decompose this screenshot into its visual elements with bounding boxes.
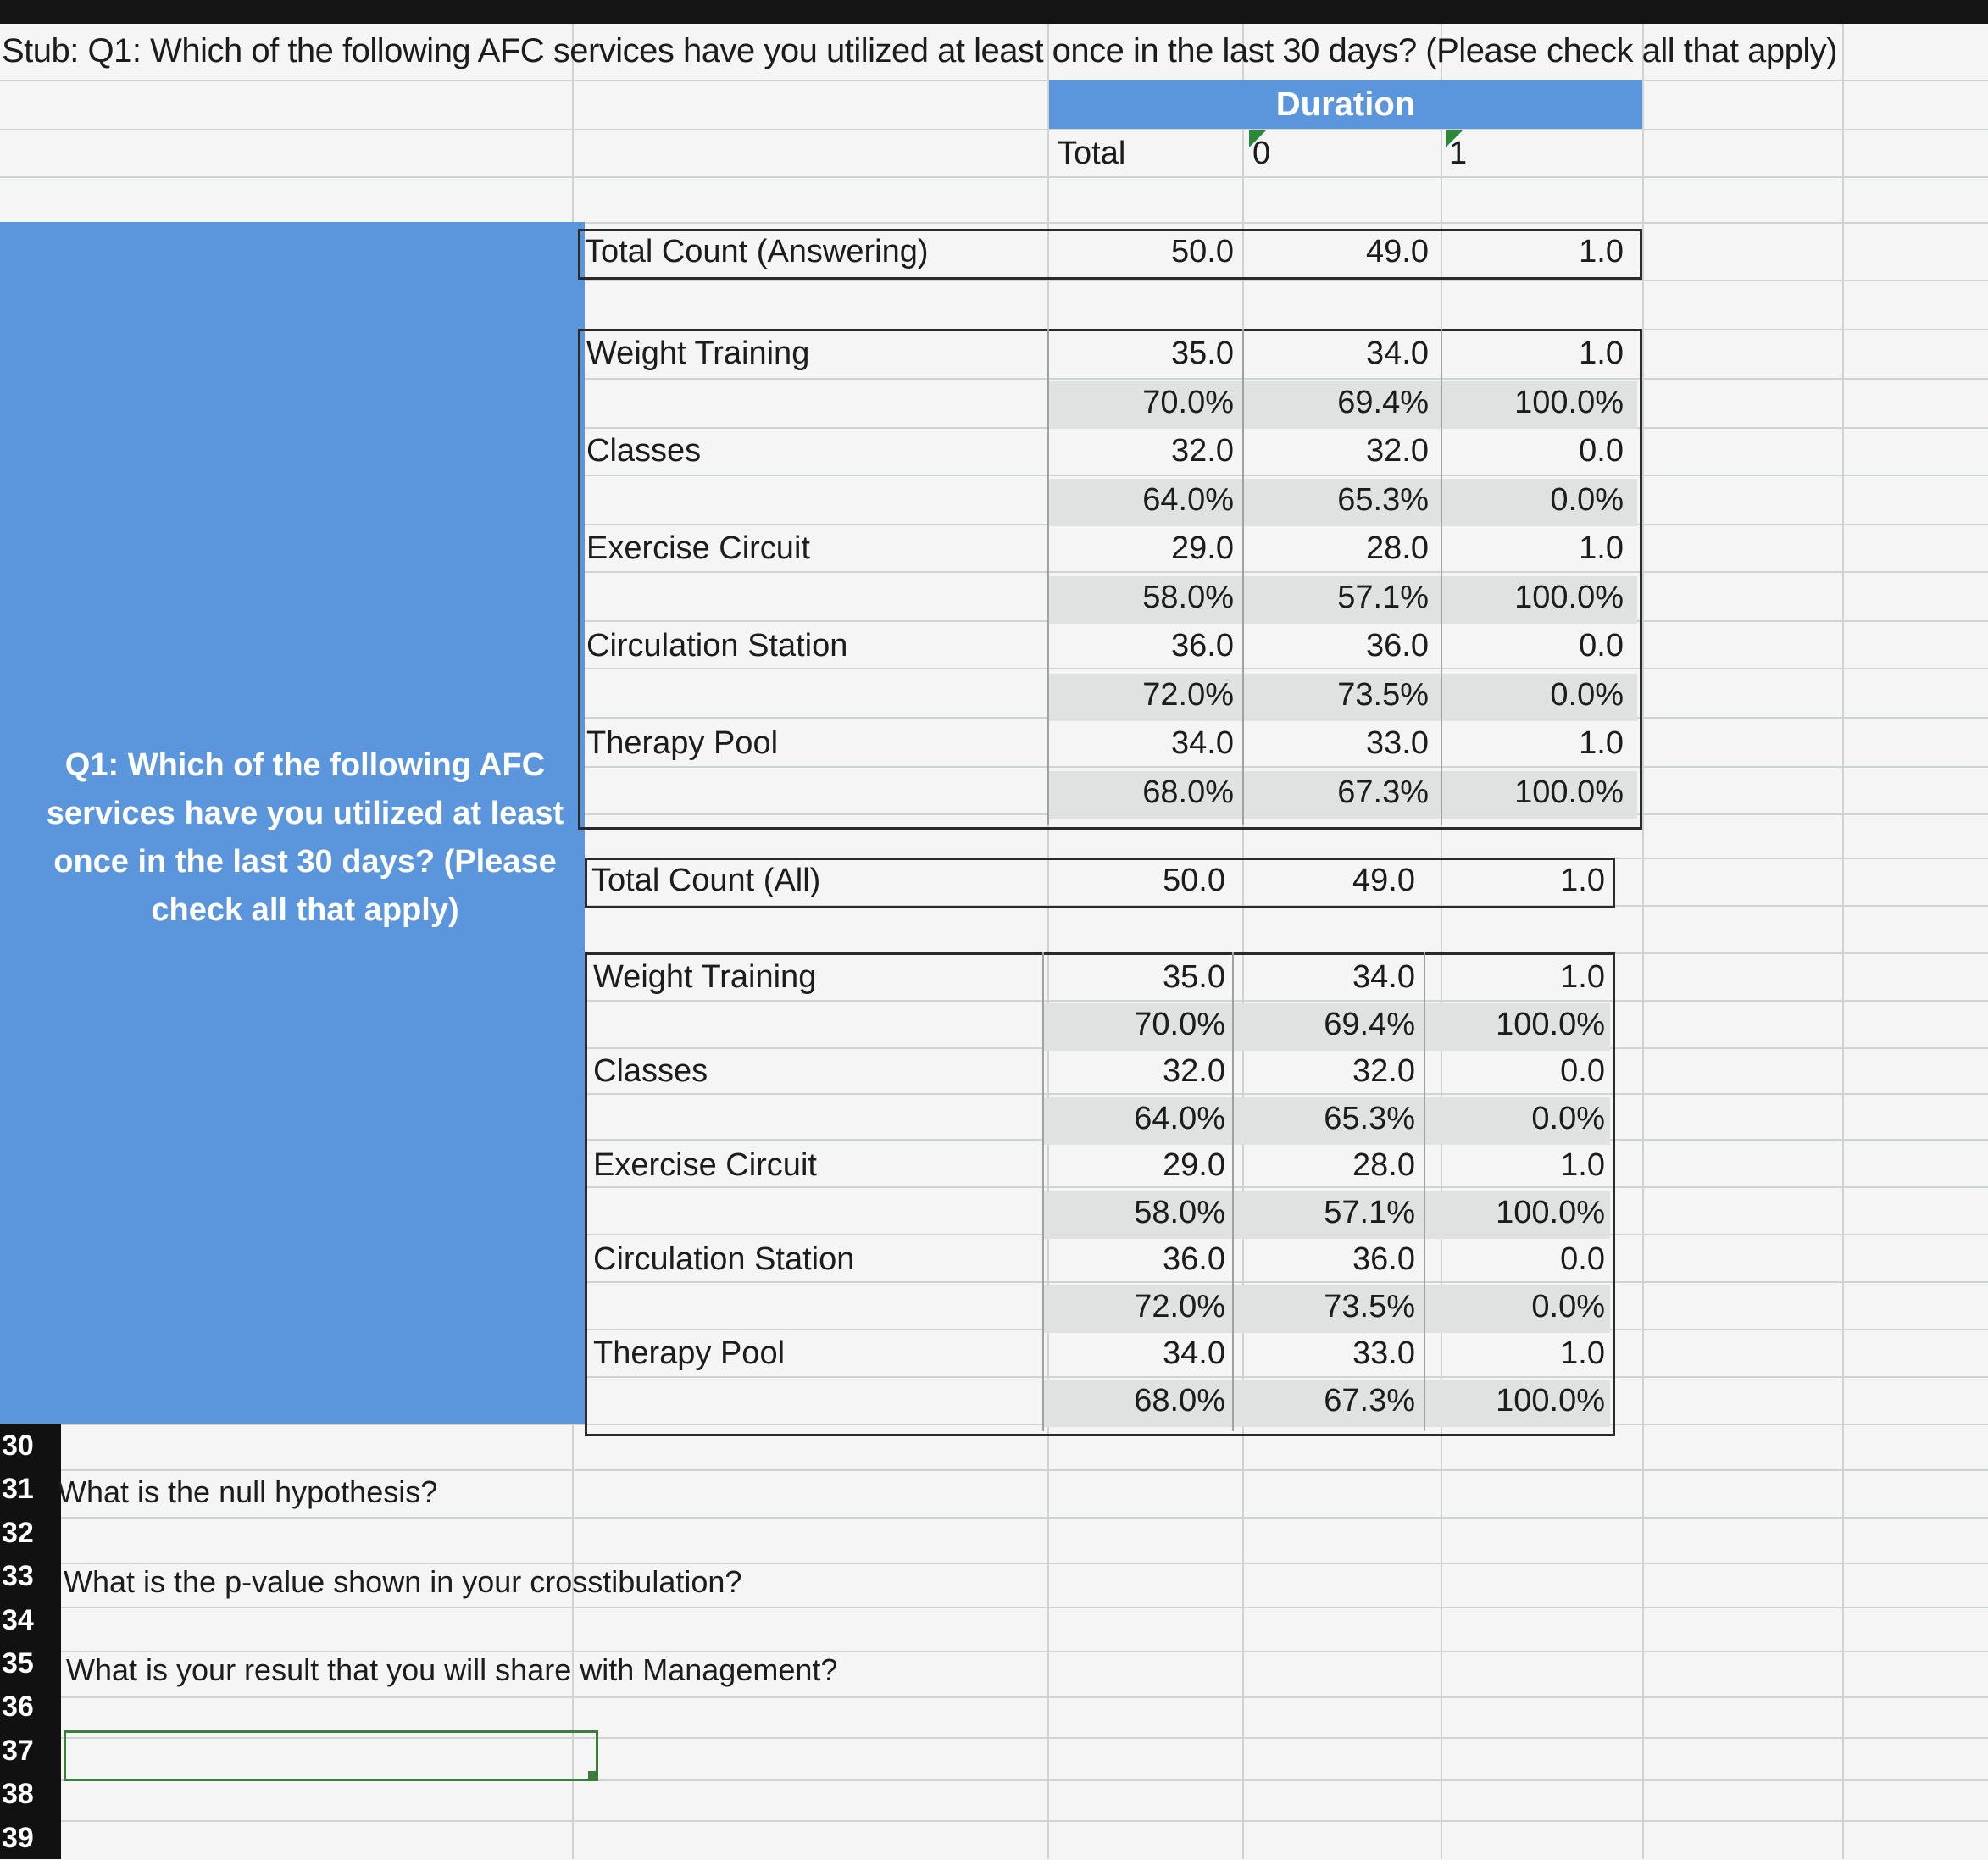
total-value[interactable]: 1.0 [1560, 863, 1605, 898]
count-cell[interactable]: 32.0 [1171, 433, 1234, 469]
count-cell[interactable]: 36.0 [1163, 1241, 1225, 1277]
row-number[interactable]: 32 [2, 1516, 34, 1549]
question-null-hypothesis[interactable]: What is the null hypothesis? [58, 1474, 438, 1509]
column-separator [1242, 329, 1244, 825]
question-p-value[interactable]: What is the p-value shown in your crosstibulation? [64, 1564, 742, 1599]
count-cell[interactable]: 1.0 [1579, 725, 1624, 761]
question-result[interactable]: What is your result that you will share with Management? [66, 1652, 838, 1687]
count-cell[interactable]: 36.0 [1352, 1241, 1415, 1277]
percent-cell[interactable]: 0.0% [1531, 1100, 1605, 1136]
count-cell[interactable]: 1.0 [1579, 530, 1624, 566]
total-label[interactable]: Total Count (All) [591, 863, 821, 898]
column-header-total[interactable]: Total [1058, 136, 1126, 171]
column-header-band [0, 0, 1988, 24]
percent-cell[interactable]: 0.0% [1550, 676, 1624, 713]
count-cell[interactable]: 0.0 [1560, 1053, 1605, 1089]
question-label: Q1: Which of the following AFC services have you utilized at least once in the last 30 days? (Please check all that apply) [46, 747, 564, 928]
count-cell[interactable]: 36.0 [1171, 628, 1234, 663]
count-cell[interactable]: 29.0 [1171, 530, 1234, 566]
column-separator [1047, 329, 1049, 825]
row-number[interactable]: 39 [2, 1821, 34, 1854]
count-cell[interactable]: 0.0 [1560, 1241, 1605, 1277]
row-label[interactable]: Circulation Station [586, 628, 848, 663]
percent-cell[interactable]: 100.0% [1496, 1382, 1605, 1419]
percent-cell[interactable]: 68.0% [1142, 774, 1234, 810]
percent-cell[interactable]: 0.0% [1550, 481, 1624, 518]
row-number[interactable]: 38 [2, 1778, 34, 1811]
column-header-0[interactable]: 0 [1252, 136, 1271, 171]
column-separator [1441, 329, 1442, 825]
count-cell[interactable]: 28.0 [1352, 1147, 1415, 1183]
total-value[interactable]: 49.0 [1366, 234, 1429, 269]
row-label[interactable]: Classes [593, 1053, 708, 1089]
column-header-1[interactable]: 1 [1449, 136, 1468, 171]
fill-handle[interactable] [588, 1771, 598, 1781]
count-cell[interactable]: 1.0 [1579, 336, 1624, 371]
percent-cell[interactable]: 69.4% [1337, 384, 1429, 420]
column-separator [1232, 952, 1234, 1431]
count-cell[interactable]: 0.0 [1579, 433, 1624, 469]
row-number[interactable]: 36 [2, 1691, 34, 1724]
percent-cell[interactable]: 65.3% [1324, 1100, 1415, 1136]
percent-cell[interactable]: 100.0% [1496, 1194, 1605, 1230]
row-number-gutter [0, 1424, 61, 1859]
percent-cell[interactable]: 58.0% [1142, 579, 1234, 615]
percent-cell[interactable]: 65.3% [1337, 481, 1429, 518]
row-label[interactable]: Therapy Pool [593, 1335, 786, 1371]
count-cell[interactable]: 33.0 [1366, 725, 1429, 761]
percent-cell[interactable]: 70.0% [1142, 384, 1234, 420]
percent-cell[interactable]: 73.5% [1324, 1288, 1415, 1324]
row-number[interactable]: 35 [2, 1647, 34, 1680]
row-label[interactable]: Exercise Circuit [586, 530, 810, 566]
total-value[interactable]: 50.0 [1163, 863, 1225, 898]
percent-cell[interactable]: 100.0% [1514, 579, 1624, 615]
banner-header[interactable]: Duration [1049, 80, 1642, 129]
percent-cell[interactable]: 72.0% [1134, 1288, 1225, 1324]
selected-cell[interactable] [64, 1730, 598, 1781]
total-value[interactable]: 50.0 [1171, 234, 1234, 269]
count-cell[interactable]: 34.0 [1171, 725, 1234, 761]
total-value[interactable]: 1.0 [1579, 234, 1624, 269]
count-cell[interactable]: 35.0 [1163, 959, 1225, 995]
percent-cell[interactable]: 67.3% [1337, 774, 1429, 810]
stub-title: Stub: Q1: Which of the following AFC services have you utilized at least once in the last 30 days? (Please check all that apply) [2, 32, 1838, 69]
percent-cell[interactable]: 100.0% [1514, 384, 1624, 420]
total-label[interactable]: Total Count (Answering) [585, 234, 929, 269]
row-number[interactable]: 33 [2, 1560, 34, 1593]
percent-cell[interactable]: 70.0% [1134, 1006, 1225, 1042]
row-label[interactable]: Weight Training [593, 959, 817, 995]
count-cell[interactable]: 36.0 [1366, 628, 1429, 663]
percent-cell[interactable]: 100.0% [1496, 1006, 1605, 1042]
column-separator [1424, 952, 1425, 1431]
count-cell[interactable]: 29.0 [1163, 1147, 1225, 1183]
count-cell[interactable]: 28.0 [1366, 530, 1429, 566]
count-cell[interactable]: 32.0 [1366, 433, 1429, 469]
count-cell[interactable]: 1.0 [1560, 1335, 1605, 1371]
row-label[interactable]: Therapy Pool [586, 725, 779, 761]
total-value[interactable]: 49.0 [1352, 863, 1415, 898]
percent-cell[interactable]: 58.0% [1134, 1194, 1225, 1230]
column-separator [1042, 952, 1044, 1431]
row-label[interactable]: Weight Training [586, 336, 810, 371]
row-number[interactable]: 30 [2, 1430, 34, 1462]
percent-cell[interactable]: 69.4% [1324, 1006, 1415, 1042]
count-cell[interactable]: 1.0 [1560, 959, 1605, 995]
percent-cell[interactable]: 68.0% [1134, 1382, 1225, 1419]
count-cell[interactable]: 34.0 [1163, 1335, 1225, 1371]
count-cell[interactable]: 34.0 [1352, 959, 1415, 995]
percent-cell[interactable]: 0.0% [1531, 1288, 1605, 1324]
row-label[interactable]: Classes [586, 433, 702, 469]
count-cell[interactable]: 1.0 [1560, 1147, 1605, 1183]
count-cell[interactable]: 0.0 [1579, 628, 1624, 663]
percent-cell[interactable]: 57.1% [1324, 1194, 1415, 1230]
percent-cell[interactable]: 64.0% [1134, 1100, 1225, 1136]
percent-cell[interactable]: 73.5% [1337, 676, 1429, 713]
count-cell[interactable]: 35.0 [1171, 336, 1234, 371]
count-cell[interactable]: 34.0 [1366, 336, 1429, 371]
row-label[interactable]: Circulation Station [593, 1241, 855, 1277]
row-number[interactable]: 37 [2, 1734, 34, 1767]
row-number[interactable]: 34 [2, 1603, 34, 1636]
percent-cell[interactable]: 64.0% [1142, 481, 1234, 518]
percent-cell[interactable]: 67.3% [1324, 1382, 1415, 1419]
row-number[interactable]: 31 [2, 1473, 34, 1506]
percent-cell[interactable]: 72.0% [1142, 676, 1234, 713]
count-cell[interactable]: 33.0 [1352, 1335, 1415, 1371]
percent-cell[interactable]: 57.1% [1337, 579, 1429, 615]
count-cell[interactable]: 32.0 [1352, 1053, 1415, 1089]
row-label[interactable]: Exercise Circuit [593, 1147, 817, 1183]
percent-cell[interactable]: 100.0% [1514, 774, 1624, 810]
count-cell[interactable]: 32.0 [1163, 1053, 1225, 1089]
